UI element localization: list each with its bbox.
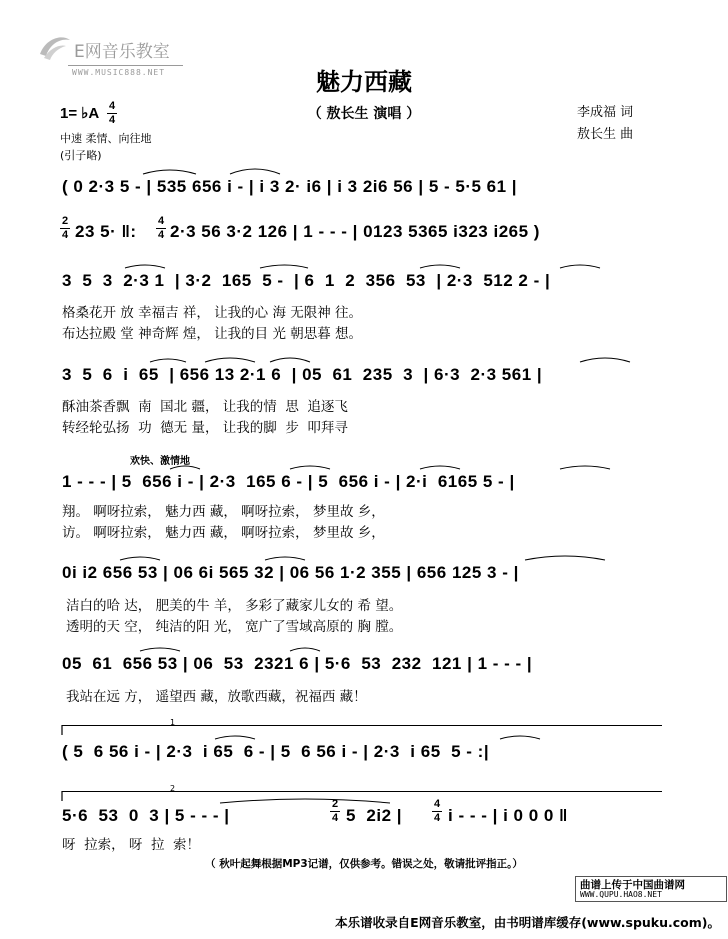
intro-note: (引子略) <box>60 149 102 162</box>
slur <box>143 170 196 174</box>
system-4-lyrics-1: 酥油茶香飘 南 国北 疆， 让我的情 思 追逐飞 <box>62 399 348 415</box>
sig-bottom: 4 <box>433 812 441 824</box>
slur <box>140 648 180 651</box>
system-5-notation: 1 - - - | 5 656 i - | 2·3 165 6 - | 5 656 i - | 2·i 6165 5 - | <box>62 472 515 491</box>
sig-top: 2 <box>331 798 339 810</box>
slur <box>580 358 630 362</box>
system-5-lyrics-1: 翔。 啊呀拉索， 魅力西 藏， 啊呀拉索， 梦里故 乡， <box>62 504 385 520</box>
slur <box>290 466 330 469</box>
sig-bottom: 4 <box>331 812 339 824</box>
system-9-lyrics-1: 呀 拉索， 呀 拉 索！ <box>62 837 201 853</box>
sig-top: 4 <box>157 215 165 227</box>
slur <box>170 466 200 469</box>
upload-badge <box>575 876 727 902</box>
composer: 敖长生 曲 <box>577 127 634 142</box>
slur <box>420 466 460 469</box>
volta-1-number: 1 <box>170 718 176 727</box>
slur <box>215 736 255 739</box>
system-1-notation: ( 0 2·3 5 - | 535 656 i - | i 3 2· i6 | i 3 2i6 56 | 5 - 5·5 61 | <box>62 177 518 196</box>
slur <box>560 265 600 268</box>
slur <box>420 265 460 268</box>
lyricist: 李成福 词 <box>577 105 634 120</box>
upload-url: WWW.QUPU.HAO8.NET <box>580 890 662 899</box>
system-2-notation: 23 5· ‖: <box>75 222 137 241</box>
footer-source: 本乐谱收录自E网音乐教室，由书明谱库缓存(www.spuku.com)。 <box>335 915 720 930</box>
slur <box>220 799 390 803</box>
time-sig-bottom: 4 <box>108 114 116 126</box>
system-3-lyrics-2: 布达拉殿 堂 神奇辉 煌， 让我的目 光 朝思暮 想。 <box>62 326 363 342</box>
time-sig-top: 4 <box>108 100 116 112</box>
slur <box>525 556 605 560</box>
slur <box>125 265 165 268</box>
system-6-notation: 0i i2 656 53 | 06 6i 565 32 | 06 56 1·2 355 | 656 125 3 - | <box>62 563 519 582</box>
slur <box>260 265 308 268</box>
slur <box>290 648 320 651</box>
sig-bottom: 4 <box>157 229 165 241</box>
system-9-notation-2: 5 2i2 | <box>346 806 403 825</box>
key-signature: 1= ♭A <box>60 105 100 122</box>
slur <box>560 466 610 469</box>
sig-bottom: 4 <box>61 229 69 241</box>
slur <box>120 557 160 560</box>
system-6-lyrics-2: 透明的天 空， 纯洁的阳 光， 宽广了雪域高原的 胸 膛。 <box>66 619 403 635</box>
system-7-notation: 05 61 656 53 | 06 53 2321 6 | 5·6 53 232 121 | 1 - - - | <box>62 654 533 673</box>
system-5-lyrics-2: 访。 啊呀拉索， 魅力西 藏， 啊呀拉索， 梦里故 乡， <box>62 525 385 541</box>
system-3-notation: 3 5 3 2·3 1 | 3·2 165 5 - | 6 1 2 356 53 | 2·3 512 2 - | <box>62 271 551 290</box>
system-9-notation: 5·6 53 0 3 | 5 - - - | <box>62 806 230 825</box>
system-4-lyrics-2: 转经轮弘扬 功 德无 量， 让我的脚 步 叩拜寻 <box>62 420 348 436</box>
system-7-lyrics-1: 我站在远 方， 遥望西 藏，放歌西藏，祝福西 藏！ <box>66 689 367 705</box>
section-marking: 欢快、激情地 <box>130 456 190 467</box>
slur <box>265 557 305 560</box>
sig-top: 4 <box>433 798 441 810</box>
system-4-notation: 3 5 6 i 65 | 656 13 2·1 6 | 05 61 235 3 | 6·3 2·3 561 | <box>62 365 543 384</box>
system-3-lyrics-1: 格桑花开 放 幸福吉 祥， 让我的心 海 无限神 往。 <box>62 305 363 321</box>
system-2-notation-2: 2·3 56 3·2 126 | 1 - - - | 0123 5365 i323 i265 ) <box>170 222 540 241</box>
transcription-note: （ 秋叶起舞根据MP3记谱，仅供参考。错误之处，敬请批评指正。） <box>205 858 523 870</box>
system-6-lyrics-1: 洁白的哈 达， 肥美的牛 羊， 多彩了藏家儿女的 希 望。 <box>66 598 403 614</box>
slur <box>270 358 310 362</box>
performer: （ 敖长生 演唱 ） <box>307 106 421 122</box>
volta-2-number: 2 <box>170 784 176 793</box>
system-8-notation: ( 5 6 56 i - | 2·3 i 65 6 - | 5 6 56 i - | 2·3 i 65 5 - :| <box>62 742 490 761</box>
watermark-name: E网音乐教室 <box>74 42 170 62</box>
slur <box>150 359 186 362</box>
tempo-marking: 中速 柔情、向往地 <box>60 132 152 145</box>
slur <box>500 736 540 739</box>
system-9-notation-3: i - - - | i 0 0 0 ‖ <box>448 806 569 825</box>
slur <box>205 358 255 362</box>
sig-top: 2 <box>61 215 69 227</box>
upload-text: 曲谱上传于中国曲谱网 <box>580 879 685 891</box>
song-title: 魅力西藏 <box>316 68 412 96</box>
watermark-url: WWW.MUSIC888.NET <box>72 68 166 77</box>
slur <box>230 169 280 174</box>
